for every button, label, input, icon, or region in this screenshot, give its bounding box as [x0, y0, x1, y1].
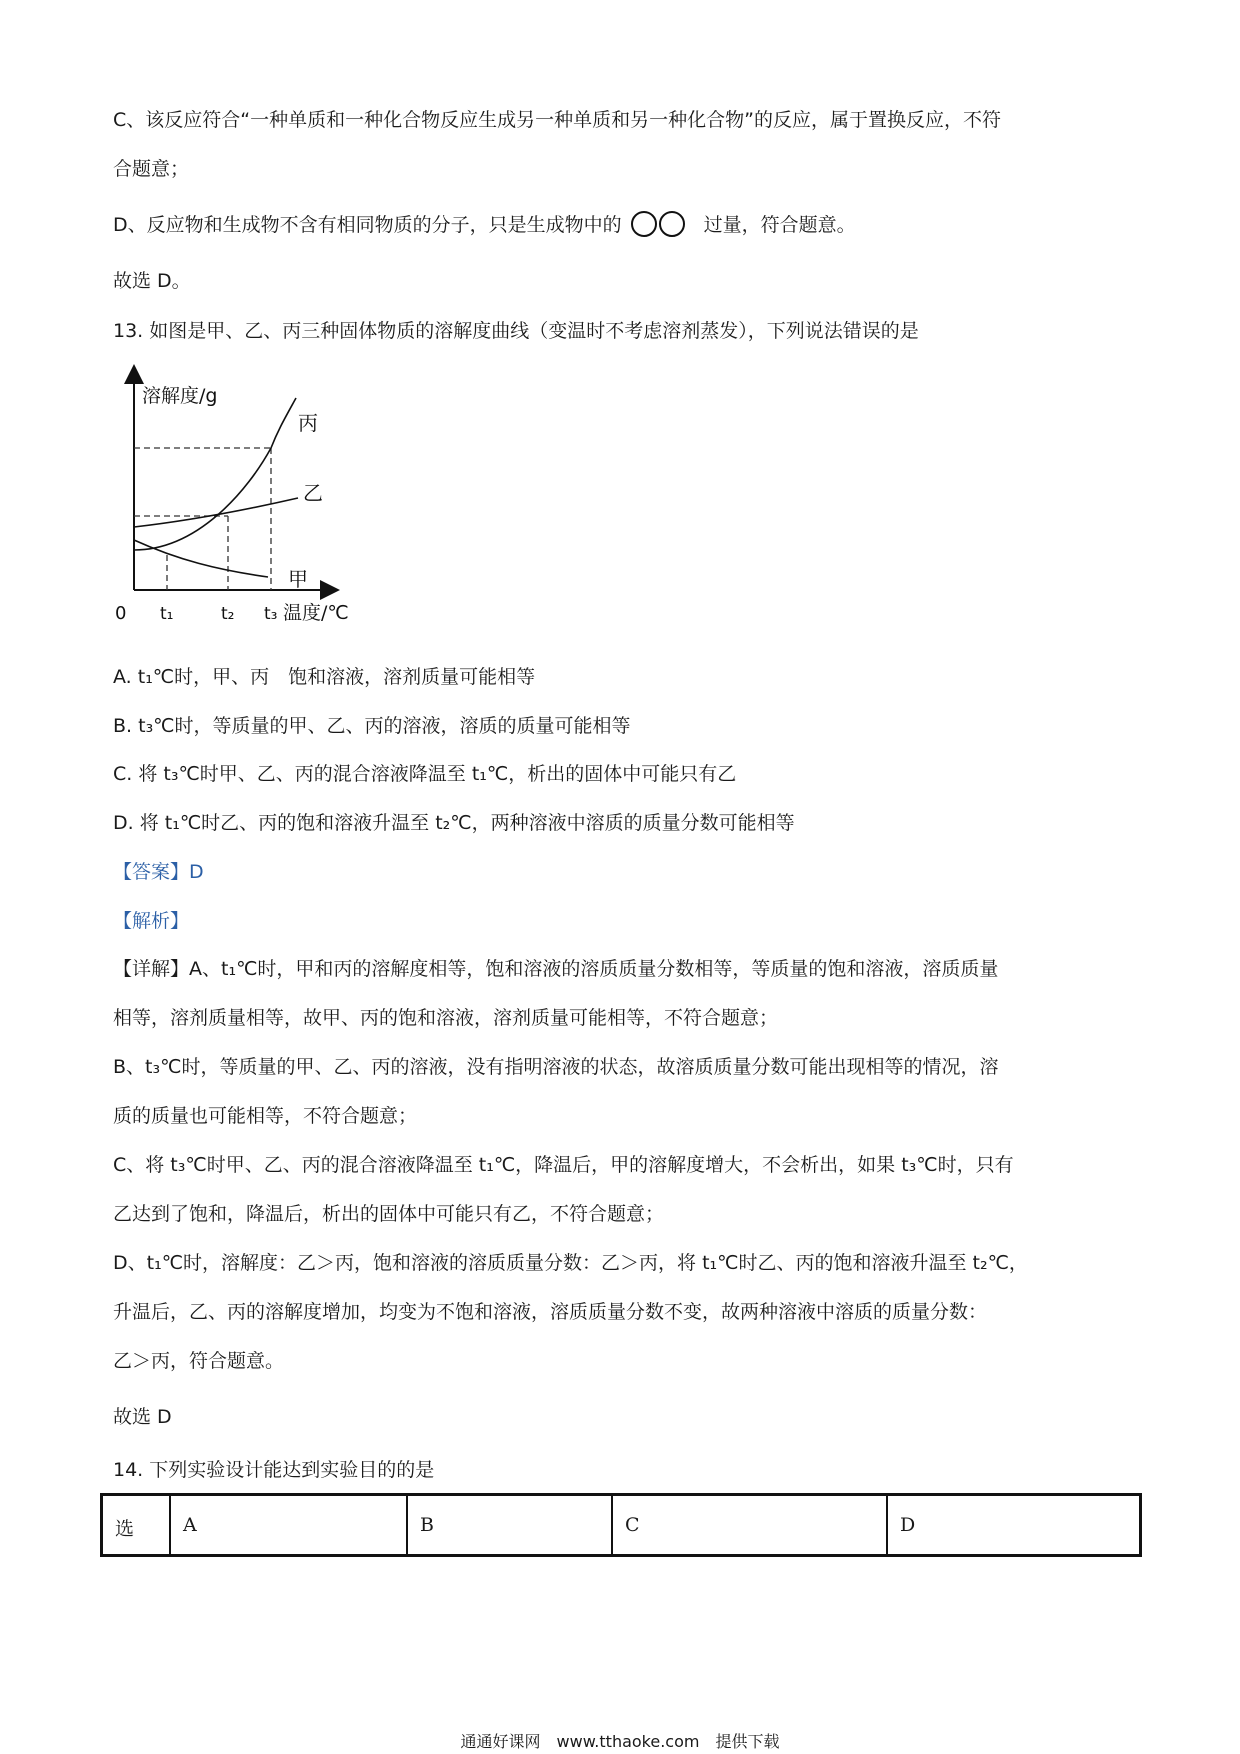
series-label-yi: 乙 [303, 481, 323, 505]
option-d: D. 将 t₁℃时乙、丙的饱和溶液升温至 t₂℃，两种溶液中溶质的质量分数可能相等 [113, 812, 795, 834]
two-circle-molecule-icon [628, 210, 690, 238]
solubility-chart [115, 370, 378, 630]
tick-label-t3: t₃ [264, 604, 278, 624]
option-b: B. t₃℃时，等质量的甲、乙、丙的溶液，溶质的质量可能相等 [113, 715, 631, 737]
option-d-line [113, 210, 1133, 239]
page-footer: 通通好课网 www.tthaoke.com 提供下载 [460, 1732, 780, 1751]
detail-d-line-3: 乙＞丙，符合题意。 [113, 1350, 285, 1372]
option-c: C. 将 t₃℃时甲、乙、丙的混合溶液降温至 t₁℃，析出的固体中可能只有乙 [113, 763, 737, 785]
table-header-select: 选 [103, 1496, 171, 1554]
detail-b-line-1: B、t₃℃时，等质量的甲、乙、丙的溶液，没有指明溶液的状态，故溶质质量分数可能出现相等的情况，溶 [113, 1056, 999, 1078]
tick-label-t2: t₂ [221, 604, 235, 624]
detail-c-line-2: 乙达到了饱和，降温后，析出的固体中可能只有乙，不符合题意； [113, 1203, 665, 1225]
question-14-table [100, 1493, 1142, 1557]
option-d-text-after: 过量，符合题意。 [703, 214, 856, 236]
detail-b-line-2: 质的质量也可能相等，不符合题意； [113, 1105, 418, 1127]
detail-c-line-1: C、将 t₃℃时甲、乙、丙的混合溶液降温至 t₁℃，降温后，甲的溶解度增大，不会析出，如果 t₃℃时，只有 [113, 1154, 1014, 1176]
option-c-line-1: C、该反应符合“一种单质和一种化合物反应生成另一种单质和另一种化合物”的反应，属于置换反应，不符 [113, 109, 1001, 131]
answer-heading: 【答案】D [113, 861, 204, 883]
curve-jia [134, 540, 268, 577]
series-label-bing: 丙 [298, 411, 318, 435]
table-header-d: D [900, 1514, 916, 1536]
series-label-jia: 甲 [288, 567, 308, 591]
origin-label: 0 [115, 603, 127, 624]
table-header-c: C [613, 1496, 888, 1554]
option-a: A. t₁℃时，甲、丙 饱和溶液，溶剂质量可能相等 [113, 666, 536, 688]
table-header-b: B [408, 1496, 613, 1554]
x-axis-label: 温度/℃ [283, 602, 349, 624]
previous-answer: 故选 D。 [113, 270, 191, 292]
final-answer: 故选 D [113, 1406, 172, 1428]
question-14-stem: 14. 下列实验设计能达到实验目的的是 [113, 1459, 435, 1481]
curve-bing [134, 398, 296, 550]
option-c-line-2: 合题意； [113, 158, 190, 180]
question-13-stem: 13. 如图是甲、乙、丙三种固体物质的溶解度曲线（变温时不考虑溶剂蒸发），下列说法错误的是 [113, 320, 919, 342]
detail-a-line-1: 【详解】A、t₁℃时，甲和丙的溶解度相等，饱和溶液的溶质质量分数相等，等质量的饱和溶液，溶质质量 [113, 958, 999, 980]
detail-d-line-2: 升温后，乙、丙的溶解度增加，均变为不饱和溶液，溶质质量分数不变，故两种溶液中溶质的质量分数： [113, 1301, 988, 1323]
table-header-a: A [171, 1496, 408, 1554]
curve-yi [134, 498, 298, 527]
detail-d-line-1: D、t₁℃时，溶解度：乙＞丙，饱和溶液的溶质质量分数：乙＞丙，将 t₁℃时乙、丙的饱和溶液升温至 t₂℃， [113, 1252, 1028, 1274]
detail-a-line-2: 相等，溶剂质量相等，故甲、丙的饱和溶液，溶剂质量可能相等，不符合题意； [113, 1007, 779, 1029]
option-d-text-before: D、反应物和生成物不含有相同物质的分子，只是生成物中的 [113, 214, 622, 236]
y-axis-label: 溶解度/g [142, 385, 218, 407]
tick-label-t1: t₁ [160, 604, 174, 624]
analysis-heading: 【解析】 [113, 910, 190, 932]
